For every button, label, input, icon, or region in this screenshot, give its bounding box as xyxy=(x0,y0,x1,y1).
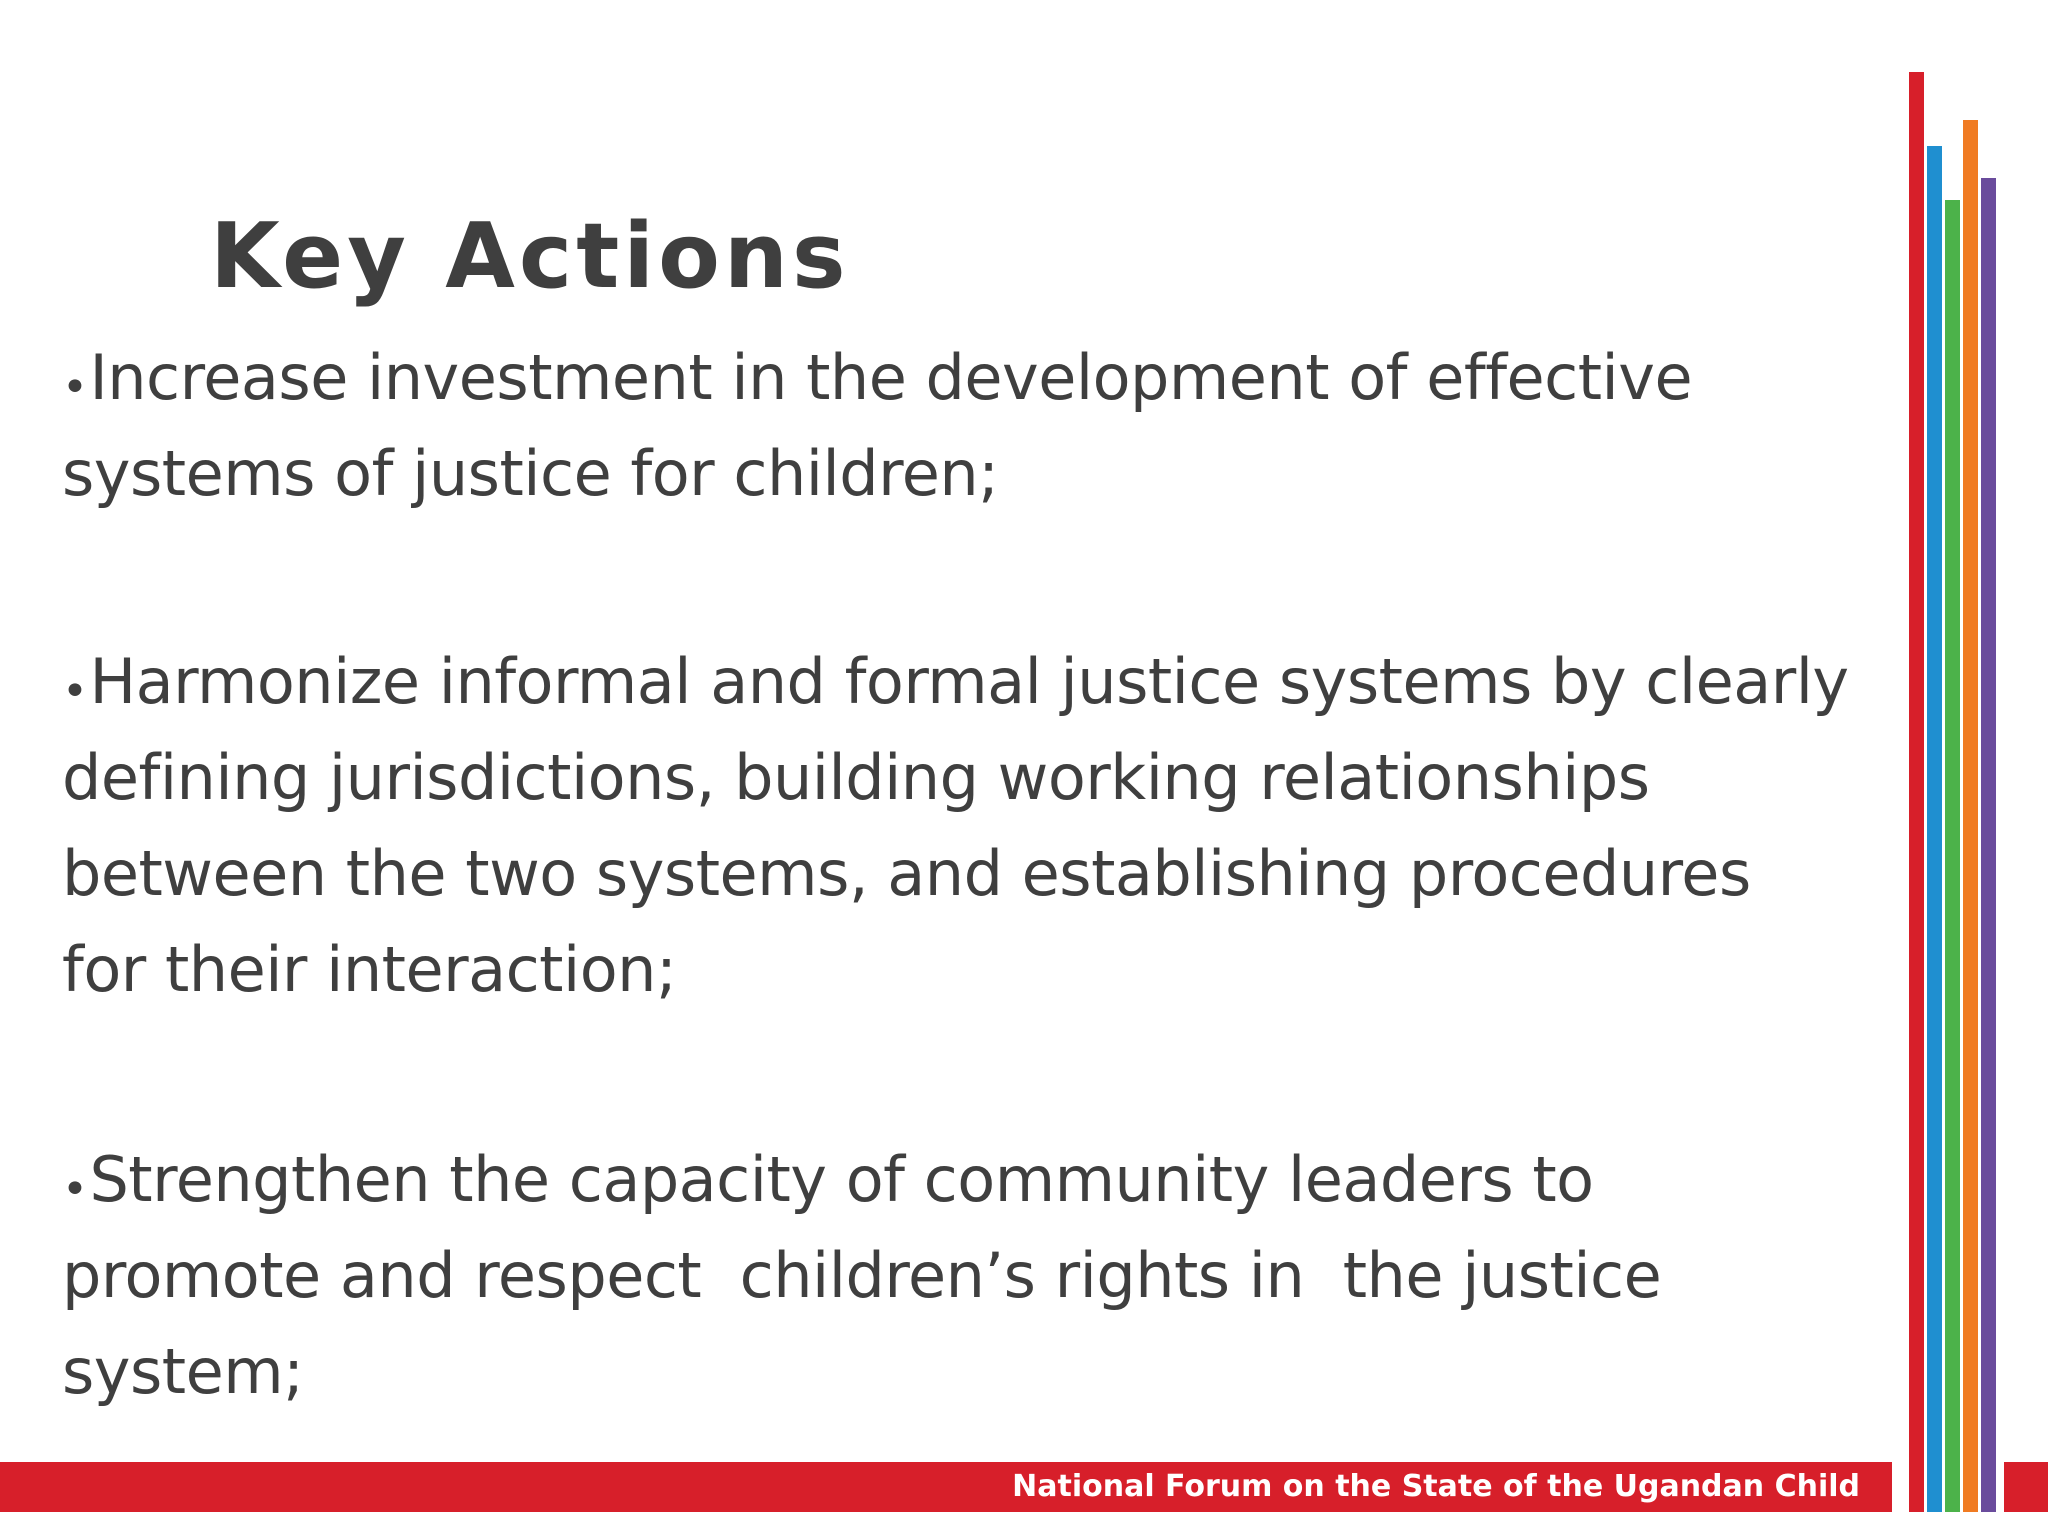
decorative-stripe-green xyxy=(1945,200,1960,1512)
bullet-item xyxy=(62,1132,1852,1420)
bullet-marker: • xyxy=(62,666,88,717)
slide-title: Key Actions xyxy=(210,204,850,309)
bullet-item xyxy=(62,634,1868,1018)
bullet-list xyxy=(62,330,1868,1532)
decorative-stripe-purple xyxy=(1981,178,1996,1512)
bullet-text: Strengthen the capacity of community leaders to promote and respect children’s rights in the justice system; xyxy=(62,1143,1681,1408)
bullet-text: Harmonize informal and formal justice systems by clearly defining jurisdictions, building working relationships between the two systems, and establishing procedures for their interaction; xyxy=(62,645,1868,1006)
decorative-stripe-orange xyxy=(1963,120,1978,1512)
footer-banner xyxy=(0,1462,1892,1512)
decorative-stripe-red xyxy=(1909,72,1924,1512)
bullet-marker: • xyxy=(62,1164,88,1215)
bullet-text: Increase investment in the development of effective systems of justice for children; xyxy=(62,341,1712,510)
bullet-item xyxy=(62,330,1852,522)
bullet-marker: • xyxy=(62,362,88,413)
footer-text: National Forum on the State of the Ugandan Child xyxy=(1012,1469,1860,1504)
footer-banner-end xyxy=(2004,1462,2048,1512)
decorative-stripe-blue xyxy=(1927,146,1942,1512)
